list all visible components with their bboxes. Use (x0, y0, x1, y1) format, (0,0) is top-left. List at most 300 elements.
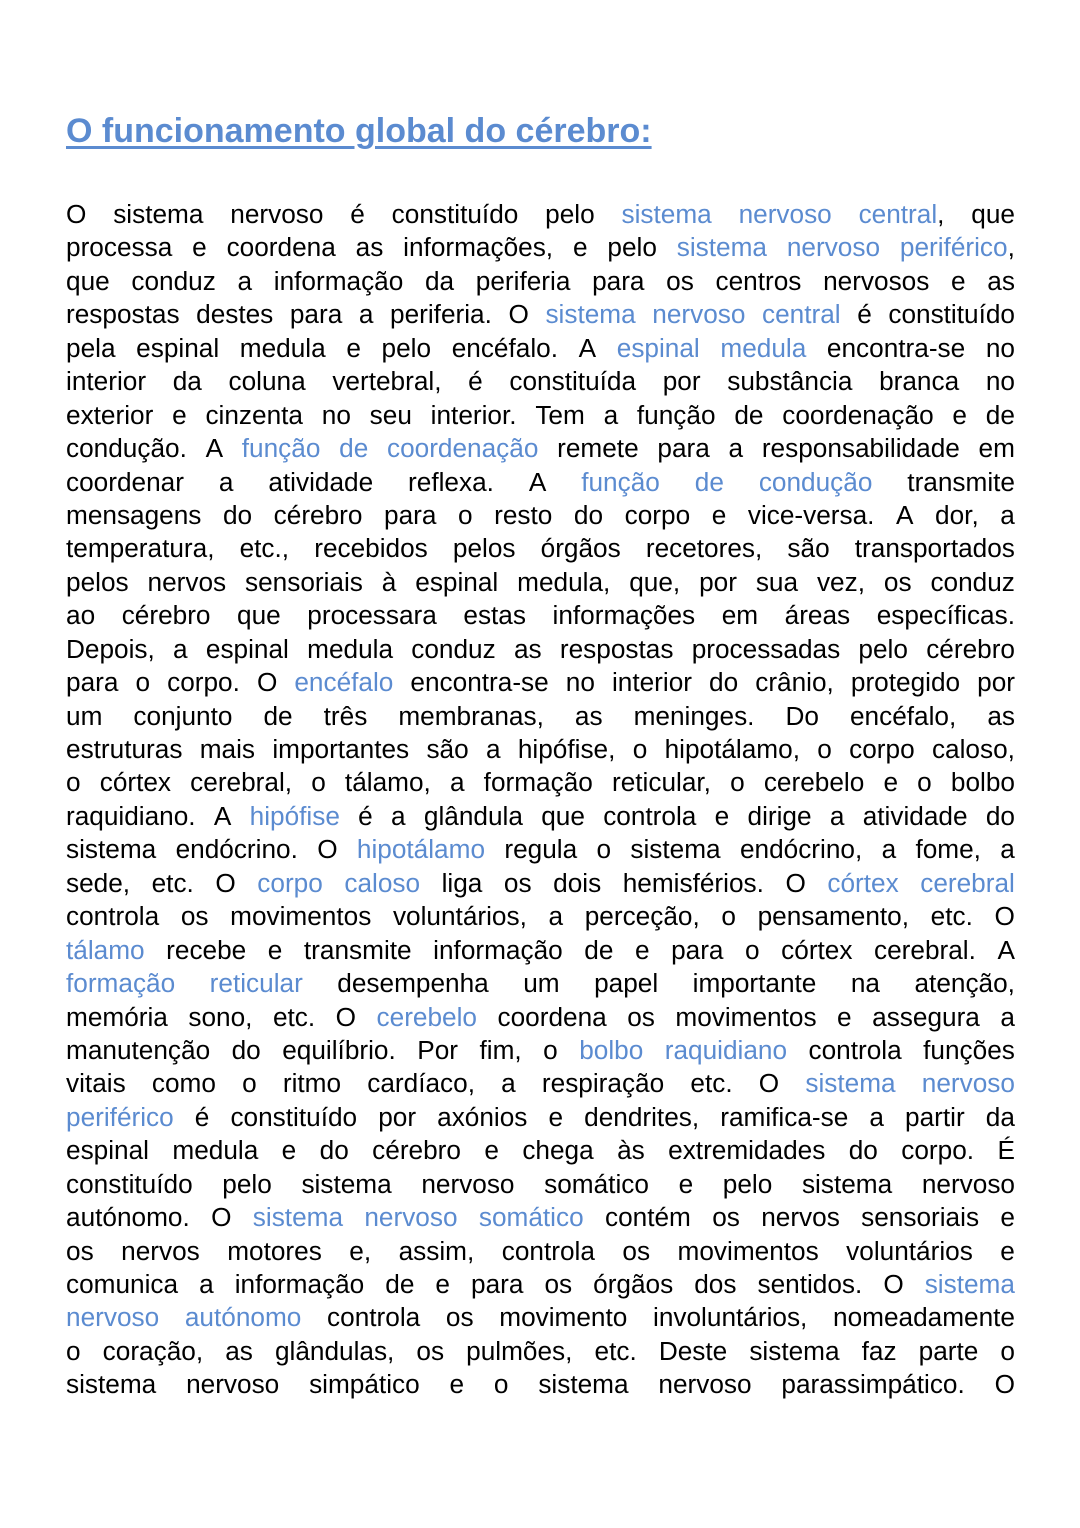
word (415, 566, 498, 599)
word (930, 566, 1014, 599)
text-line (66, 466, 1015, 499)
word (282, 1134, 297, 1167)
highlighted-term: nervoso (921, 1068, 1015, 1099)
text-run: cerebral. (874, 934, 976, 965)
text-line (66, 298, 1015, 331)
word (504, 867, 532, 900)
text-run: encontra-se (410, 667, 549, 698)
word (484, 1134, 499, 1167)
text-run: áreas (784, 600, 851, 631)
word (675, 1001, 816, 1034)
word (66, 800, 196, 833)
text-run: contém (604, 1202, 691, 1233)
text-run: que (66, 265, 110, 296)
text-run: processara (307, 600, 437, 631)
text-run: a (173, 633, 188, 664)
word (230, 1101, 357, 1134)
word (1000, 499, 1015, 532)
word (977, 666, 1015, 699)
text-run: Por (417, 1034, 459, 1065)
word (274, 499, 363, 532)
word (223, 499, 252, 532)
text-run: as (355, 232, 384, 263)
word (657, 432, 709, 465)
text-run: vice-versa. (747, 499, 875, 530)
text-run: cerebelo (763, 767, 865, 798)
text-run: O (883, 1269, 904, 1299)
word (66, 499, 201, 532)
word (573, 231, 588, 264)
text-run: sentidos. (757, 1269, 863, 1299)
word (359, 298, 374, 331)
text-run: axónios (437, 1101, 528, 1132)
text-run: conduz (930, 566, 1015, 597)
text-run: responsabilidade (761, 433, 960, 464)
text-run: corpo (624, 499, 691, 530)
word (275, 1335, 394, 1368)
word (581, 466, 660, 499)
word (987, 265, 1015, 298)
text-run: desempenha (337, 968, 489, 999)
word (730, 766, 745, 799)
text-run: pelo (381, 332, 432, 363)
word (463, 599, 526, 632)
word (337, 967, 488, 1000)
text-run: autónomo. (66, 1202, 190, 1233)
text-run: espinal (66, 1135, 149, 1166)
word (995, 1368, 1015, 1401)
text-run: é (857, 299, 872, 330)
highlighted-term: nervoso (786, 232, 881, 263)
text-run: ritmo (282, 1068, 342, 1099)
text-run: encontra-se (826, 332, 966, 363)
text-run: tálamo, (344, 767, 431, 798)
highlighted-term: cerebelo (376, 1001, 477, 1032)
highlighted-term: periférico (899, 232, 1008, 263)
word (884, 566, 912, 599)
text-run: os (883, 566, 912, 597)
word (324, 700, 368, 733)
text-run: e (883, 767, 899, 798)
word (190, 766, 292, 799)
word (919, 1335, 979, 1368)
text-run: do (848, 1135, 878, 1166)
word (745, 934, 760, 967)
word (914, 967, 1014, 1000)
word (1000, 833, 1015, 866)
word (986, 365, 1015, 398)
word (66, 733, 182, 766)
word (523, 967, 559, 1000)
text-run: a (869, 1101, 884, 1132)
word (758, 900, 909, 933)
text-run: medula, (517, 566, 611, 597)
text-run: sono, (188, 1001, 253, 1032)
text-run: reflexa. (408, 466, 494, 497)
word (253, 1201, 343, 1234)
text-run: nervoso (421, 1168, 515, 1199)
highlighted-term: periférico (66, 1101, 174, 1132)
word (307, 633, 393, 666)
word (543, 1034, 558, 1067)
text-run: o (917, 767, 932, 798)
word (987, 700, 1015, 733)
word (237, 599, 281, 632)
text-run: para (592, 265, 645, 296)
text-run: conduz (411, 633, 496, 664)
text-run: e (951, 265, 966, 296)
text-run: pelos (66, 566, 129, 597)
word (922, 1067, 1015, 1100)
text-run: à (381, 566, 397, 597)
text-run: a (603, 399, 619, 430)
text-run: processadas (691, 633, 841, 664)
text-run: dendrites, (584, 1101, 700, 1132)
text-run: os (180, 901, 209, 932)
text-line (66, 766, 1015, 799)
text-run: constituída (509, 366, 637, 397)
word (633, 733, 648, 766)
word (219, 466, 234, 499)
text-run: recetores, (645, 533, 763, 564)
word (721, 900, 736, 933)
text-run: na (850, 968, 880, 999)
word (658, 1368, 751, 1401)
text-run: resto (494, 499, 553, 530)
word (66, 1235, 94, 1268)
text-line (66, 1301, 1015, 1334)
text-run: medula (172, 1135, 259, 1166)
text-run: corpo. (167, 667, 240, 698)
word (762, 432, 960, 465)
word (471, 1268, 523, 1301)
word (712, 499, 727, 532)
text-run: etc. (930, 901, 973, 932)
text-run: O (758, 1068, 780, 1099)
text-run: interior (66, 366, 147, 397)
text-run: A (205, 433, 224, 464)
text-line (66, 1101, 1015, 1134)
text-run: é (194, 1101, 210, 1132)
text-run: para (657, 433, 710, 464)
word (274, 265, 404, 298)
highlighted-term: sistema (924, 1269, 1015, 1299)
text-run: recebe (166, 934, 247, 965)
word (755, 666, 834, 699)
text-run: protegido (850, 667, 961, 698)
text-run: A (896, 499, 914, 530)
text-run: de (985, 399, 1015, 430)
word (545, 298, 635, 331)
word (206, 432, 223, 465)
text-run: somático (544, 1168, 649, 1199)
text-run: equilíbrio. (282, 1034, 396, 1065)
text-line (66, 1235, 1015, 1268)
text-line (66, 599, 1015, 632)
text-run: raquidiano. (66, 800, 196, 831)
text-run: do (319, 1135, 349, 1166)
text-run: O (994, 1369, 1015, 1400)
text-run: e (267, 934, 283, 965)
text-run: em (978, 433, 1015, 464)
word (997, 934, 1014, 967)
text-run: espinal (136, 332, 220, 363)
highlighted-term: condução (758, 466, 873, 497)
text-run: e (1000, 1202, 1015, 1233)
word (535, 399, 584, 432)
word (499, 1301, 627, 1334)
text-run: formação (483, 767, 593, 798)
text-run: da (172, 366, 202, 397)
word (857, 298, 872, 331)
word (617, 332, 700, 365)
word (723, 1168, 773, 1201)
word (1000, 1335, 1015, 1368)
text-run: nervoso (186, 1369, 280, 1400)
text-line (66, 1368, 1015, 1401)
word (926, 633, 1015, 666)
word (121, 1235, 200, 1268)
text-run: para (671, 934, 724, 965)
highlighted-term: córtex (827, 867, 899, 898)
word (518, 733, 616, 766)
word (498, 1001, 607, 1034)
highlighted-term: sistema (805, 1068, 896, 1099)
text-line (66, 1067, 1015, 1100)
word (594, 967, 658, 1000)
text-line (66, 1268, 1015, 1301)
word (952, 399, 967, 432)
text-run: respostas (66, 299, 180, 330)
word (665, 733, 800, 766)
text-run: coordenação (782, 399, 934, 430)
word (66, 1268, 178, 1301)
word (225, 1335, 253, 1368)
word (372, 1134, 461, 1167)
highlighted-term: de (339, 433, 369, 464)
text-run: partir (905, 1101, 965, 1132)
word (692, 633, 840, 666)
text-run: glândula (423, 800, 523, 831)
text-run: coração, (102, 1335, 204, 1366)
text-line (66, 833, 1015, 866)
word (979, 432, 1015, 465)
word (529, 466, 546, 499)
word (416, 1335, 444, 1368)
word (339, 432, 368, 465)
text-run: e (346, 332, 361, 363)
text-line (66, 967, 1015, 1000)
highlighted-term: nervoso (738, 199, 832, 229)
word (257, 867, 323, 900)
word (421, 1168, 514, 1201)
word (66, 1067, 126, 1100)
text-run: ramifica-se (720, 1101, 849, 1132)
text-run: pelo (545, 199, 595, 229)
word (122, 599, 211, 632)
word (466, 1335, 572, 1368)
word (133, 700, 232, 733)
text-line (66, 800, 1015, 833)
word (830, 800, 845, 833)
text-line (66, 1034, 1015, 1067)
text-run: sistema (66, 834, 157, 865)
word (637, 399, 716, 432)
text-run: remete (557, 433, 639, 464)
text-run: do (709, 667, 739, 698)
word (502, 1235, 595, 1268)
highlighted-term: formação (66, 968, 176, 999)
word (653, 1301, 807, 1334)
highlighted-term: autónomo (184, 1302, 302, 1333)
word (851, 666, 960, 699)
text-run: a (728, 433, 744, 464)
text-run: conjunto (133, 700, 233, 731)
text-run: cinzenta (205, 399, 303, 430)
text-run: medula (307, 633, 394, 664)
word (320, 1134, 349, 1167)
highlighted-term: central (762, 299, 841, 330)
word (240, 532, 290, 565)
word (605, 1201, 691, 1234)
text-run: como (151, 1068, 216, 1099)
word (545, 198, 595, 231)
word (785, 599, 851, 632)
word (425, 265, 454, 298)
word (403, 231, 553, 264)
word (100, 766, 171, 799)
text-line (66, 867, 1015, 900)
text-run: controla (501, 1235, 595, 1266)
word (817, 566, 865, 599)
text-run: constituído (391, 199, 519, 229)
word (66, 900, 159, 933)
word (971, 198, 1015, 231)
text-run: sistema (301, 1168, 392, 1199)
text-line (66, 1201, 1015, 1234)
word (257, 666, 277, 699)
text-run: nervos (761, 1202, 840, 1233)
text-run: motores (227, 1235, 322, 1266)
text-run: estruturas (66, 734, 183, 764)
word (652, 298, 745, 331)
word (861, 1201, 979, 1234)
word (538, 1368, 628, 1401)
text-run: Tem (535, 399, 585, 430)
text-run: a (1000, 834, 1015, 865)
highlighted-term: função (241, 433, 321, 464)
word (872, 1001, 980, 1034)
text-run: as (987, 700, 1015, 731)
text-line (66, 1001, 1015, 1034)
text-run: vertebral, (332, 366, 442, 397)
text-run: condução. (66, 433, 187, 464)
text-run: o (596, 834, 612, 865)
word (446, 1301, 474, 1334)
highlighted-term: bolbo (579, 1034, 644, 1065)
word (385, 1268, 414, 1301)
text-run: meninges. (633, 700, 755, 731)
word (113, 198, 203, 231)
word (205, 399, 303, 432)
word (1000, 1201, 1015, 1234)
text-run: seu (369, 399, 412, 430)
word (659, 1335, 727, 1368)
highlighted-term: corpo (257, 867, 323, 898)
word (781, 1368, 964, 1401)
word (851, 967, 880, 1000)
text-run: e (449, 1369, 465, 1400)
text-run: de (734, 399, 764, 430)
word (66, 1201, 190, 1234)
word (663, 365, 701, 398)
word (785, 867, 805, 900)
word (549, 900, 564, 933)
word (307, 599, 437, 632)
word (172, 399, 187, 432)
word (370, 399, 412, 432)
word (712, 1201, 740, 1234)
word (173, 633, 188, 666)
text-run: córtex (781, 934, 853, 965)
text-run: um (66, 700, 103, 731)
text-run: os (712, 1202, 740, 1233)
highlighted-term: reticular (209, 968, 303, 999)
text-run: os (666, 265, 694, 296)
word (66, 265, 110, 298)
word (66, 766, 81, 799)
text-run: estas (463, 600, 526, 631)
text-run: o (745, 934, 760, 965)
word (509, 365, 636, 398)
word (629, 566, 680, 599)
text-run: que (971, 199, 1015, 229)
text-run: destes (196, 299, 274, 330)
text-run: sistema (630, 834, 721, 865)
word (344, 867, 420, 900)
text-run: ao (66, 600, 96, 631)
word (604, 399, 619, 432)
text-run: informações, (403, 232, 554, 263)
text-run: que, (629, 566, 681, 597)
text-run: movimentos (675, 1001, 817, 1032)
text-run: sistema (538, 1369, 629, 1400)
text-run: são (426, 734, 469, 764)
text-run: O (785, 867, 806, 898)
word (450, 766, 465, 799)
word (314, 532, 428, 565)
text-run: no (985, 332, 1015, 363)
word (1000, 1235, 1015, 1268)
text-run: fome, (915, 834, 981, 865)
text-run: nervoso (230, 199, 324, 229)
text-line (66, 733, 1015, 766)
word (858, 633, 908, 666)
text-run: controla (66, 901, 160, 932)
text-run: pelos (452, 533, 516, 564)
word (986, 399, 1015, 432)
word (693, 967, 817, 1000)
word (596, 833, 611, 866)
word (579, 1034, 643, 1067)
text-run: os (66, 1235, 94, 1266)
word (186, 1368, 279, 1401)
word (210, 967, 303, 1000)
word (148, 566, 227, 599)
word (453, 532, 516, 565)
word (304, 934, 412, 967)
word (66, 967, 175, 1000)
